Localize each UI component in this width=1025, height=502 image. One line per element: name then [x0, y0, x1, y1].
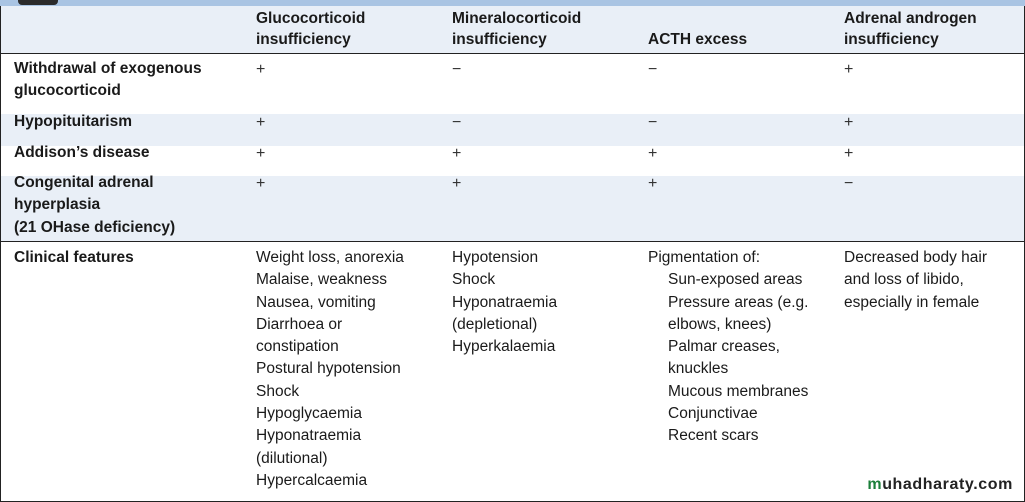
- clinical-item: (dilutional): [256, 449, 328, 467]
- acth-heading: Pigmentation of:: [648, 249, 761, 266]
- col-header-acth: ACTH excess: [648, 31, 748, 48]
- row-cell-sign: −: [648, 114, 658, 131]
- row-cell-sign: +: [452, 145, 462, 162]
- row-label: Hypopituitarism: [14, 113, 132, 130]
- clinical-item: Hypotension: [452, 249, 539, 266]
- row-label: Congenital adrenal hyperplasia (21 OHase deficiency): [14, 174, 176, 236]
- row-cell-sign: +: [452, 175, 462, 192]
- clinical-item: Mucous membranes: [668, 382, 809, 400]
- header-divider: [0, 53, 1025, 54]
- clinical-item: Sun-exposed areas: [668, 271, 803, 289]
- row-label: Addison’s disease: [14, 144, 150, 161]
- clinical-androgen-list: [844, 247, 987, 314]
- row-cell-sign: −: [452, 61, 462, 78]
- clinical-glucocorticoid-list: [256, 247, 404, 492]
- col-header-glucocorticoid: Glucocorticoid insufficiency: [256, 10, 366, 48]
- row-cell-sign: −: [844, 175, 854, 192]
- row-cell-sign: +: [844, 114, 854, 131]
- clinical-item: Nausea, vomiting: [256, 293, 376, 311]
- clinical-item: Hypoglycaemia: [256, 405, 362, 423]
- col-header-androgen: Adrenal androgen insufficiency: [844, 10, 977, 48]
- clinical-item: Hyponatraemia: [452, 293, 558, 311]
- row-cell-sign: +: [256, 114, 266, 131]
- row-cell-sign: +: [844, 145, 854, 162]
- clinical-item: and loss of libido,: [844, 271, 964, 289]
- row-cell-sign: +: [648, 175, 658, 192]
- clinical-item: Decreased body hair: [844, 249, 988, 266]
- clinical-item: Pressure areas (e.g.: [668, 293, 809, 311]
- clinical-item: Weight loss, anorexia: [256, 249, 404, 266]
- clinical-acth-list: [648, 247, 808, 448]
- clinical-divider: [0, 241, 1025, 242]
- clinical-item: especially in female: [844, 293, 980, 311]
- clinical-item: Palmar creases,: [668, 338, 780, 356]
- clinical-item: Hypercalcaemia: [256, 471, 368, 489]
- row-cell-sign: −: [648, 61, 658, 78]
- clinical-item: Shock: [452, 271, 496, 289]
- clinical-mineralocorticoid-list: [452, 247, 557, 358]
- adrenal-insufficiency-table: [0, 6, 1025, 502]
- row-label: Withdrawal of exogenous glucocorticoid: [14, 60, 202, 100]
- clinical-item: elbows, knees): [668, 315, 772, 333]
- clinical-item: Shock: [256, 382, 300, 400]
- clinical-item: constipation: [256, 338, 339, 356]
- clinical-item: Conjunctivae: [668, 405, 758, 423]
- clinical-item: Diarrhoea or: [256, 315, 343, 333]
- watermark: muhadharaty.com: [867, 476, 1013, 493]
- row-cell-sign: +: [844, 61, 854, 78]
- clinical-item: (depletional): [452, 315, 538, 333]
- row-cell-sign: +: [648, 145, 658, 162]
- row-cell-sign: +: [256, 145, 266, 162]
- clinical-item: Postural hypotension: [256, 360, 401, 378]
- row-cell-sign: +: [256, 175, 266, 192]
- table-border-left: [0, 6, 1, 502]
- clinical-features-label: Clinical features: [14, 249, 134, 266]
- clinical-item: Malaise, weakness: [256, 271, 387, 289]
- corner-tab: [18, 0, 58, 5]
- row-cell-sign: −: [452, 114, 462, 131]
- clinical-item: Hyperkalaemia: [452, 338, 556, 356]
- col-header-mineralocorticoid: Mineralocorticoid insufficiency: [452, 10, 582, 48]
- clinical-item: Hyponatraemia: [256, 427, 362, 445]
- clinical-item: knuckles: [668, 360, 729, 378]
- row-cell-sign: +: [256, 61, 266, 78]
- clinical-item: Recent scars: [668, 427, 759, 445]
